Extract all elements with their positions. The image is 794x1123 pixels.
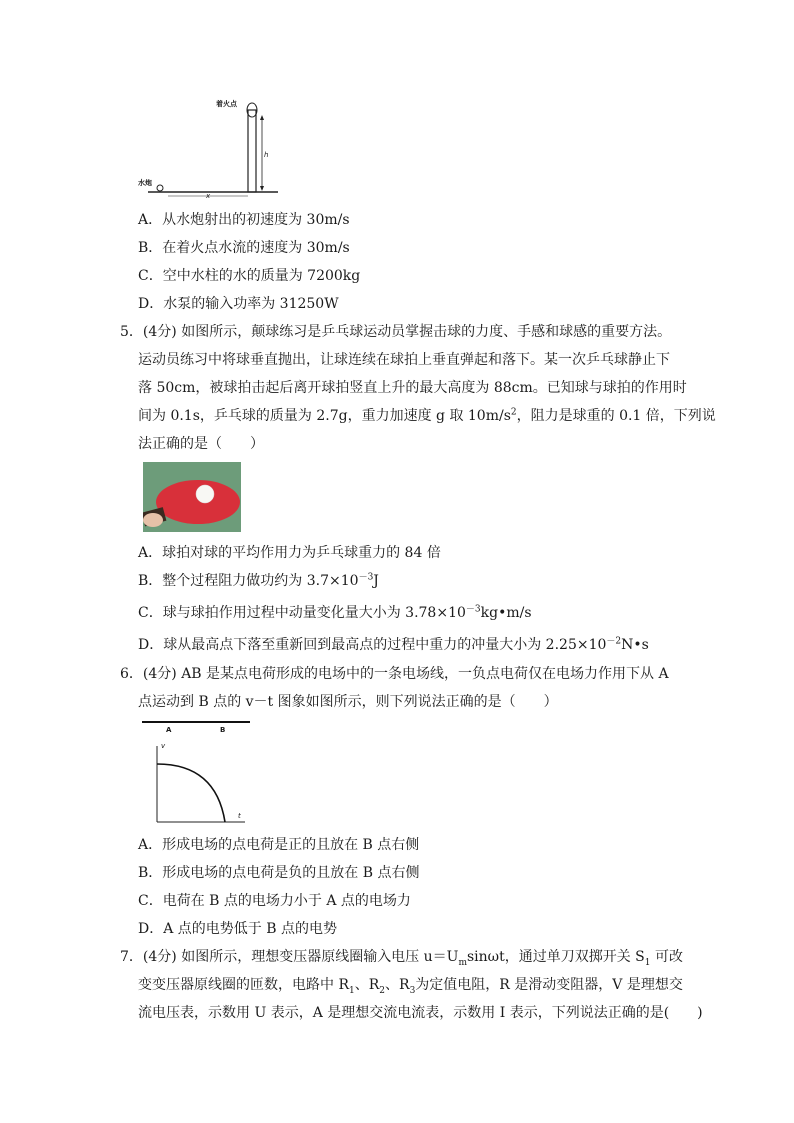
q5-line4-sup: 2	[510, 407, 517, 418]
q5-option-c	[138, 603, 532, 623]
paddle-svg	[143, 462, 241, 532]
q5-optc-unit: kg•m/s	[480, 605, 532, 621]
q5-line4-text-b: ，阻力是球重的 0.1 倍，下列说	[516, 408, 716, 424]
fig-label-cannon: 水炮	[138, 179, 152, 187]
water-cannon-icon	[157, 185, 163, 191]
q5-optd-unit: N•s	[621, 637, 649, 653]
q7-line1-sub: m	[458, 957, 467, 968]
building	[248, 110, 256, 192]
hand	[143, 513, 163, 527]
vt-label-v: v	[161, 742, 166, 750]
q4-option-a: A．从水炮射出的初速度为 30m/s	[138, 212, 350, 228]
q5-option-d	[138, 635, 649, 655]
fig-label-h: h	[264, 151, 269, 159]
q5-stem-line3: 落 50cm，被球拍击起后离开球拍竖直上升的最大高度为 88cm。已知球与球拍的作用时	[138, 380, 687, 396]
q7-line2-sub2: 2	[379, 985, 386, 996]
q7-line2-text-c: 、R	[385, 977, 410, 993]
q5-stem-line2: 运动员练习中将球垂直抛出，让球连续在球拍上垂直弹起和落下。某一次乒乓球静止下	[138, 352, 670, 368]
q7-line2-sub3: 3	[409, 985, 416, 996]
fig-label-fire: 着火点	[216, 100, 237, 108]
vt-label-a: A	[166, 726, 172, 734]
height-arrow-head-bottom	[260, 186, 264, 191]
q4-option-c: C．空中水柱的水的质量为 7200kg	[138, 268, 361, 284]
q7-line1-text-b: sinωt，通过单刀双掷开关 S	[467, 949, 645, 965]
q5-optb-sup: －3	[358, 572, 374, 583]
q7-line1-text: 7．(4分) 如图所示，理想变压器原线圈输入电压 u＝U	[120, 949, 459, 965]
q7-stem-line1	[120, 947, 683, 967]
fig-label-x: x	[206, 192, 211, 200]
figure-water-cannon	[138, 95, 283, 200]
q7-stem-line3: 流电压表，示数用 U 表示，A 是理想交流电流表，示数用 I 表示，下列说法正确的是( )	[138, 1005, 703, 1021]
q5-stem-line4	[138, 406, 716, 426]
q5-optc-text: C．球与球拍作用过程中动量变化量大小为 3.78×10	[138, 605, 466, 621]
figure-water-cannon-svg	[138, 95, 283, 200]
q7-line2-text: 变变压器原线圈的匝数，电路中 R	[138, 977, 349, 993]
q5-optc-sup: －3	[465, 604, 481, 615]
q5-option-b	[138, 571, 379, 591]
q7-line2-sub1: 1	[349, 985, 355, 996]
q5-option-a: A．球拍对球的平均作用力为乒乓球重力的 84 倍	[138, 545, 441, 561]
height-arrow-head-top	[260, 115, 264, 120]
figure-vt-graph	[140, 718, 255, 828]
q5-optd-text: D．球从最高点下落至重新回到最高点的过程中重力的冲量大小为 2.25×10	[138, 637, 607, 653]
q5-stem-line1: 5．(4分) 如图所示，颠球练习是乒乓球运动员掌握击球的力度、手感和球感的重要方法。	[120, 324, 672, 340]
q5-optb-unit: J	[373, 573, 379, 589]
vt-label-t: t	[238, 812, 241, 820]
q4-option-b: B．在着火点水流的速度为 30m/s	[138, 240, 350, 256]
q7-line1-sub2: 1	[644, 957, 651, 968]
q5-stem-line5: 法正确的是（ ）	[138, 436, 264, 452]
q7-line2-text-b: 、R	[354, 977, 380, 993]
paddle-blade	[156, 480, 240, 524]
q6-stem-line1: 6．(4分) AB 是某点电荷形成的电场中的一条电场线，一负点电荷仅在电场力作用下从 A	[120, 666, 669, 682]
vt-label-b: B	[220, 726, 226, 734]
q7-line2-text-d: 为定值电阻，R 是滑动变阻器，V 是理想交	[415, 977, 683, 993]
photo-ping-pong-paddle	[143, 462, 241, 532]
vt-curve	[157, 764, 225, 822]
q4-option-d: D．水泵的输入功率为 31250W	[138, 296, 339, 312]
q7-stem-line2	[138, 975, 683, 995]
q6-option-c: C．电荷在 B 点的电场力小于 A 点的电场力	[138, 893, 411, 909]
q5-line4-text: 间为 0.1s，乒乓球的质量为 2.7g，重力加速度 g 取 10m/s	[138, 408, 511, 424]
q5-optb-text: B．整个过程阻力做功约为 3.7×10	[138, 573, 359, 589]
ping-pong-ball	[196, 485, 214, 503]
q6-stem-line2: 点运动到 B 点的 v－t 图象如图所示，则下列说法正确的是（ ）	[138, 694, 558, 710]
q7-line1-text-c: 可改	[650, 949, 683, 965]
q6-option-a: A．形成电场的点电荷是正的且放在 B 点右侧	[138, 837, 420, 853]
q6-option-b: B．形成电场的点电荷是负的且放在 B 点右侧	[138, 865, 420, 881]
q6-option-d: D．A 点的电势低于 B 点的电势	[138, 921, 337, 937]
q5-optd-sup: －2	[606, 636, 622, 647]
